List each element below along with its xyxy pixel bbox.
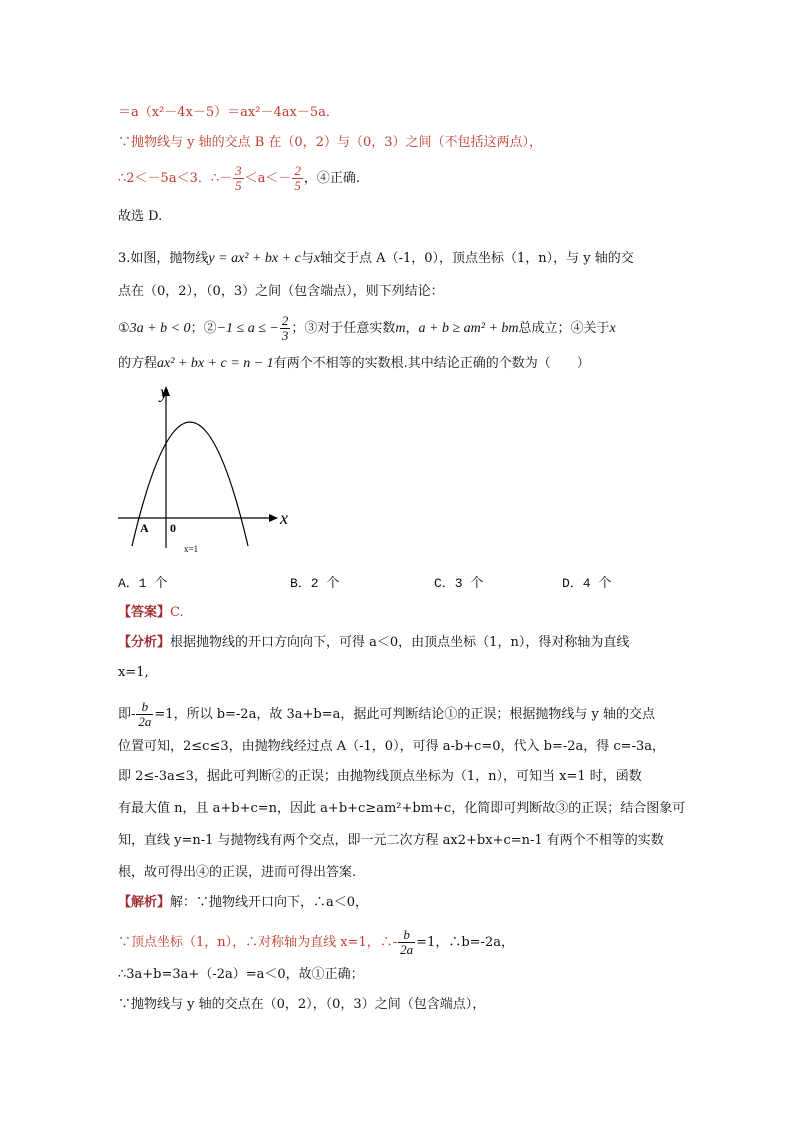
x-axis-arrow bbox=[269, 514, 278, 522]
fraction: $\frac{b}{2a}$ bbox=[138, 699, 152, 729]
origin-label: 0 bbox=[170, 521, 176, 535]
fraction: $\frac{3}{5}$ bbox=[235, 163, 242, 193]
question-line: 3.如图，抛物线y = ax² + bx + c与x轴交于点 A（-1，0），顶点坐标（1，n），与 y 轴的交 bbox=[118, 251, 634, 266]
fraction: $\frac{b}{2a}$ bbox=[400, 927, 414, 957]
parabola-curve bbox=[132, 422, 248, 546]
y-axis-label: y bbox=[160, 382, 168, 402]
solution-text: ∵抛物线与 y 轴的交点 B 在（0，2）与（0，3）之间（不包括这两点）， bbox=[118, 135, 543, 150]
answer-value: C. bbox=[170, 605, 184, 620]
equation: y = ax² + bx + c bbox=[208, 251, 301, 266]
text-line bbox=[118, 134, 542, 152]
option-a: A．1 个 bbox=[118, 576, 168, 591]
text-line bbox=[118, 164, 360, 193]
analysis-line: 知，直线 y=n-1 与抛物线有两个交点，即一元二次方程 ax2+bx+c=n-1 有两个不相等的实数 bbox=[118, 833, 664, 848]
fraction: $\frac{2}{5}$ bbox=[294, 163, 301, 193]
question-line: 点在（0，2），（0，3）之间（包含端点），则下列结论： bbox=[118, 284, 444, 299]
analysis-line: 位置可知，2≤c≤3，由抛物线经过点 A（-1，0），可得 a-b+c=0，代入 b=-2a，得 c=-3a， bbox=[118, 739, 665, 754]
answer-line bbox=[118, 604, 184, 622]
text-line bbox=[118, 208, 162, 226]
analysis-line: 【分析】根据抛物线的开口方向向下，可得 a＜0，由顶点坐标（1，n），得对称轴为直线 bbox=[118, 635, 630, 650]
analysis-line: 即- $\frac{b}{2a}$ =1，所以 b=-2a，故 3a+b=a，据此可判断结论①的正误；根据抛物线与 y 轴的交点 bbox=[118, 699, 655, 729]
solution-text: ，④正确. bbox=[303, 171, 361, 186]
conclusion-text: 故选 D. bbox=[118, 209, 163, 224]
option-c: C．3 个 bbox=[434, 576, 484, 591]
option-b: B．2 个 bbox=[290, 576, 340, 591]
axis-note: x=1 bbox=[184, 544, 199, 554]
solution-line: ∴3a+b=3a+（-2a）=a＜0，故①正确； bbox=[118, 967, 364, 982]
option-d: D．4 个 bbox=[562, 576, 612, 591]
parabola-graph bbox=[112, 378, 312, 558]
point-a-label: A bbox=[140, 521, 149, 535]
analysis-tag: 【分析】 bbox=[118, 635, 171, 650]
analysis-line: 根，故可得出④的正误，进而可得出答案. bbox=[118, 865, 357, 880]
solution-line: 【解析】解：∵抛物线开口向下，∴a＜0， bbox=[118, 895, 369, 910]
solution-line: ∵顶点坐标（1，n），∴对称轴为直线 x=1，∴- $\frac{b}{2a}$ =1，∴b=-2a， bbox=[118, 927, 514, 957]
x-axis-label: x bbox=[280, 508, 288, 528]
analysis-line: 即 2≤-3a≤3，据此可判断②的正误；由抛物线顶点坐标为（1，n），可知当 x=1 时，函数 bbox=[118, 769, 642, 784]
solution-text: ∴2＜－5a＜3．∴－ bbox=[118, 171, 233, 186]
fraction: $\frac{2}{3}$ bbox=[281, 313, 289, 343]
solution-tag: 【解析】 bbox=[118, 895, 171, 910]
question-line: ①3a + b < 0；②−1 ≤ a ≤ − $\frac{2}{3}$ ；③对于任意实数m，a + b ≥ am² + bm总成立；④关于x bbox=[118, 313, 616, 343]
answer-tag: 【答案】 bbox=[118, 605, 171, 620]
solution-text: ＝a（x²－4x－5）＝ax²－4ax－5a． bbox=[118, 105, 339, 120]
solution-text: ＜a＜－ bbox=[244, 171, 292, 186]
question-line: 的方程ax² + bx + c = n − 1有两个不相等的实数根.其中结论正确的个数为（ ） bbox=[118, 356, 590, 371]
analysis-line: x=1, bbox=[118, 665, 149, 680]
analysis-line: 有最大值 n，且 a+b+c=n，因此 a+b+c≥am²+bm+c，化简即可判断故③的正误；结合图象可 bbox=[118, 801, 686, 816]
text-line bbox=[118, 104, 339, 122]
solution-line: ∵抛物线与 y 轴的交点在（0，2），（0，3）之间（包含端点）， bbox=[118, 997, 486, 1012]
